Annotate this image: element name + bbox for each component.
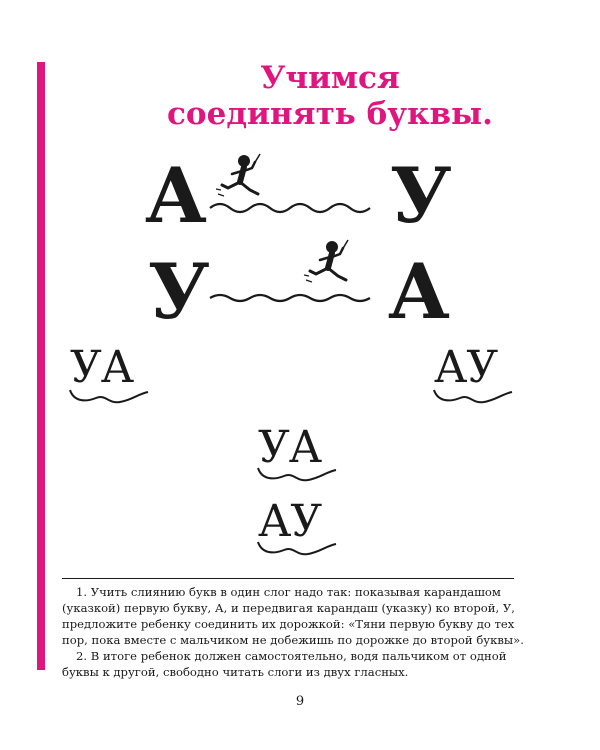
row2-wavy-path — [208, 288, 378, 308]
page-title-line2: соединять буквы. — [167, 96, 493, 132]
syllable-left: УА — [70, 342, 134, 393]
footnote-line: предложите ребенку соединить их дорожкой: «Тяни первую букву до тех — [62, 617, 515, 631]
syllable-center-bottom-underline — [254, 540, 344, 562]
footnote-line: 1. Учить слиянию букв в один слог надо так: показывая карандашом — [76, 585, 501, 599]
page-number: 9 — [295, 694, 305, 709]
syllable-center-bottom: АУ — [258, 496, 322, 547]
row1-left-letter: А — [145, 151, 207, 240]
footnote-line: пор, пока вместе с мальчиком не добежишь по дорожке до второй буквы». — [62, 633, 524, 647]
running-boy-icon — [214, 152, 274, 202]
footnote-line: (указкой) первую букву, А, и передвигая карандаш (указку) ко второй, У, — [62, 601, 515, 615]
page-title-line1: Учимся — [260, 60, 400, 96]
running-boy-icon — [302, 238, 362, 288]
footnote-line: буквы к другой, свободно читать слоги из двух гласных. — [62, 665, 409, 679]
syllable-left-underline — [66, 388, 156, 410]
row2-left-letter: У — [148, 247, 210, 336]
syllable-center-top: УА — [258, 422, 322, 473]
syllable-center-top-underline — [254, 466, 344, 488]
syllable-right: АУ — [434, 342, 498, 393]
footnote-divider — [62, 578, 514, 579]
syllable-right-underline — [430, 388, 520, 410]
accent-bar — [37, 62, 45, 670]
footnote-line: 2. В итоге ребенок должен самостоятельно, водя пальчиком от одной — [76, 649, 507, 663]
row1-right-letter: У — [390, 151, 452, 240]
row2-right-letter: А — [388, 247, 450, 336]
